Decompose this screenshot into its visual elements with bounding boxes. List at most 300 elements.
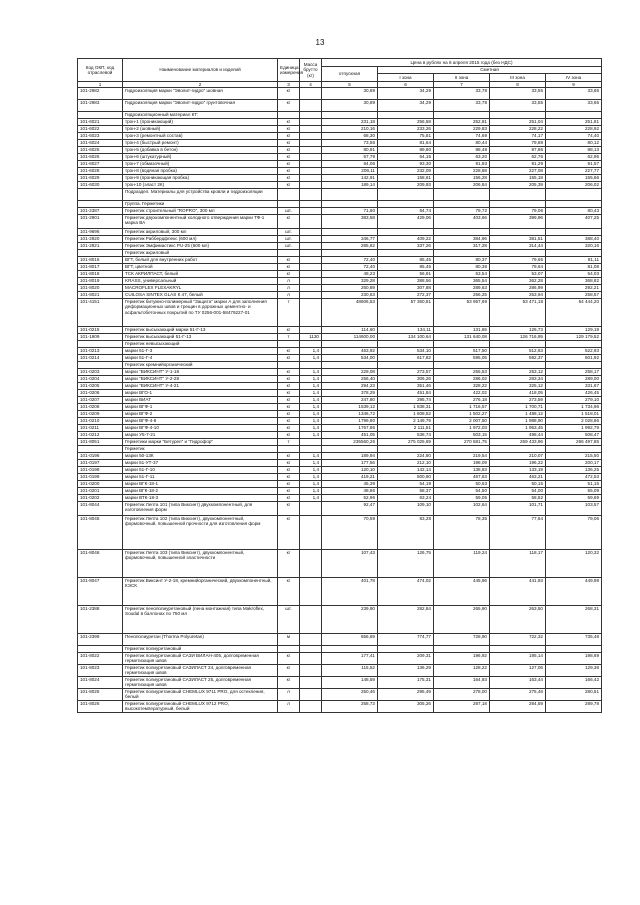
cell-price-zone-4: 522,93 (546, 348, 602, 355)
cell-price-zone-2: 33,78 (434, 88, 490, 100)
cell-name: марки У5-7-21 (123, 432, 278, 439)
cell-price-zone-1: 538,74 (378, 432, 434, 439)
cell-name: Герметик строительный "ROPRO", 300 мл (123, 208, 278, 215)
cell-price-zone-1 (378, 112, 434, 119)
cell-price-release: 419,21 (322, 474, 378, 481)
cell-price-zone-4: 368,82 (546, 278, 602, 285)
cell-price-zone-4: 129 179,52 (546, 334, 602, 341)
cell-name: Герметик Эмфимастикс PU-25 (600 мл) (123, 243, 278, 250)
cell-name: Герметик высыхающий марки 51-Г-13 (123, 327, 278, 334)
cell-price-release: 80,91 (322, 147, 378, 154)
table-row (78, 578, 602, 606)
cell-price-release: 247,80 (322, 397, 378, 404)
cell-price-zone-1: 275 025,69 (378, 439, 434, 446)
cell-price-zone-4: 227,77 (546, 168, 602, 175)
cell-price-zone-1: 2 149,79 (378, 418, 434, 425)
cell-price-zone-1: 63,24 (378, 495, 434, 502)
cell-code: 101-8022 (78, 653, 123, 665)
cell-price-zone-3: 163,44 (490, 677, 546, 689)
cell-price-zone-1: 57 360,81 (378, 299, 434, 327)
price-table (77, 58, 602, 713)
cell-price-zone-4: 1 992,79 (546, 425, 602, 432)
cell-unit: кг (278, 481, 300, 488)
cell-price-zone-1: 134,11 (378, 327, 434, 334)
cell-price-zone-4: 601,92 (546, 355, 602, 362)
cell-price-release: 107,43 (322, 550, 378, 578)
table-row (78, 397, 602, 404)
cell-price-release: 70,59 (322, 516, 378, 550)
cell-price-zone-2: 228,68 (434, 168, 490, 175)
cell-unit: кг (278, 140, 300, 147)
cell-price-zone-3: 253,12 (490, 369, 546, 376)
cell-unit: кг (278, 271, 300, 278)
cell-name: марки ВИАТ (123, 397, 278, 404)
cell-unit (278, 250, 300, 257)
cell-name: Герметик кремнийорганический (123, 362, 278, 369)
cell-price-zone-4: 289,00 (546, 376, 602, 383)
cell-price-zone-2: 198,09 (434, 460, 490, 467)
cell-unit (278, 446, 300, 453)
cell-unit: т (278, 439, 300, 446)
cell-price-release: 120,10 (322, 467, 378, 474)
cell-unit: кг (278, 390, 300, 397)
cell-code: 101-0196 (78, 453, 123, 460)
cell-price-zone-1: 295,74 (378, 397, 434, 404)
cell-price-release: 48,86 (322, 488, 378, 495)
cell-price-zone-3: 127,06 (490, 665, 546, 677)
cell-price-zone-3 (490, 201, 546, 208)
cell-unit: кг (278, 516, 300, 550)
cell-price-release: 72,40 (322, 264, 378, 271)
cell-price-release: 451,05 (322, 432, 378, 439)
cell-price-zone-2: 128,22 (434, 665, 490, 677)
cell-mass (300, 154, 322, 161)
cell-mass (300, 446, 322, 453)
cell-price-release: 72,40 (322, 257, 378, 264)
cell-price-release: 463,92 (322, 348, 378, 355)
cell-price-zone-2: 78,35 (434, 516, 490, 550)
table-row (78, 689, 602, 701)
cell-mass (300, 243, 322, 250)
cell-price-zone-1: 409,22 (378, 236, 434, 243)
cell-unit: кг (278, 411, 300, 418)
cell-mass (300, 550, 322, 578)
cell-name: трон-8 (водяная пробка) (123, 168, 278, 175)
cell-mass (300, 606, 322, 634)
cell-price-release: 115,52 (322, 665, 378, 677)
cell-price-zone-1: 534,10 (378, 348, 434, 355)
cell-price-zone-4: 1 518,01 (546, 411, 602, 418)
cell-unit: кг (278, 175, 300, 182)
cell-price-release: 383,58 (322, 215, 378, 229)
cell-price-zone-2: 278,00 (434, 689, 490, 701)
cell-code: 101-6022 (78, 126, 123, 133)
cell-code: 101-8045 (78, 516, 123, 550)
cell-code: 101-6029 (78, 175, 123, 182)
cell-price-zone-3 (490, 341, 546, 348)
cell-unit: кг (278, 653, 300, 665)
cell-price-release: 210,16 (322, 126, 378, 133)
cell-price-zone-4: 103,57 (546, 502, 602, 516)
cell-price-zone-3: 286,99 (490, 285, 546, 292)
cell-price-zone-3: 196,22 (490, 460, 546, 467)
cell-code: 101-0201 (78, 488, 123, 495)
cell-price-zone-4: 388,40 (546, 236, 602, 243)
cell-price-zone-2 (434, 112, 490, 119)
cell-name: Гидроизоляция марки "Эволит-гидро" шовная (123, 88, 278, 100)
cell-code: 101-6024 (78, 140, 123, 147)
cell-code: 101-2399 (78, 634, 123, 646)
cell-price-release: 114600,00 (322, 334, 378, 341)
cell-name: Герметик полиуретановый CHEMLUX 9711 PRO, для остекления, белый (123, 689, 278, 701)
cell-price-release: 1799,80 (322, 418, 378, 425)
cell-price-zone-2: 503,15 (434, 432, 490, 439)
cell-mass (300, 439, 322, 446)
cell-price-zone-1: 85,45 (378, 264, 434, 271)
cell-code (78, 646, 123, 653)
cell-price-zone-2: 1 972,03 (434, 425, 490, 432)
cell-price-zone-2: 256,25 (434, 292, 490, 299)
cell-price-zone-3: 133,19 (490, 467, 546, 474)
cell-unit: кг (278, 425, 300, 432)
cell-price-zone-2: 91,93 (434, 161, 490, 168)
cell-mass (300, 175, 322, 182)
cell-price-zone-3: 155,18 (490, 175, 546, 182)
cell-code: 101-0215 (78, 327, 123, 334)
cell-price-release: 45,39 (322, 481, 378, 488)
cell-mass (300, 147, 322, 154)
cell-mass (300, 168, 322, 175)
cell-code (78, 201, 123, 208)
cell-name: MACROFLEX FLEXAKRYL (123, 285, 278, 292)
cell-unit: кг (278, 182, 300, 189)
header-name: Наименование материалов и изделий (123, 59, 278, 82)
cell-name: Герметик Лепта 103 (типа Виксинт), двухкомпонентный, формовочный, повышенной эластичности (123, 550, 278, 578)
cell-price-zone-3: 362,28 (490, 278, 546, 285)
cell-price-zone-1: 209,31 (378, 653, 434, 665)
cell-mass: 1,4 (300, 495, 322, 502)
cell-price-zone-3: 1 953,45 (490, 425, 546, 432)
cell-mass (300, 189, 322, 201)
cell-price-zone-2: 1 502,27 (434, 411, 490, 418)
cell-code: 101-0202 (78, 495, 123, 502)
cell-price-zone-4: 206,02 (546, 182, 602, 189)
cell-code: 101-0214 (78, 355, 123, 362)
table-row (78, 154, 602, 161)
cell-price-release (322, 362, 378, 369)
table-row (78, 701, 602, 713)
cell-price-release: 84,06 (322, 161, 378, 168)
cell-price-zone-4: 251,81 (546, 119, 602, 126)
table-row (78, 327, 602, 334)
table-row (78, 516, 602, 550)
cell-unit: кг (278, 161, 300, 168)
cell-name: трон-7 (обмазочный) (123, 161, 278, 168)
cell-name: марки 51-Г-11 (123, 474, 278, 481)
cell-mass (300, 236, 322, 243)
table-row (78, 112, 602, 119)
table-row (78, 201, 602, 208)
cell-code: 101-0207 (78, 397, 123, 404)
cell-price-zone-3: 314,44 (490, 243, 546, 250)
cell-price-zone-1: 54,19 (378, 481, 434, 488)
cell-price-zone-3: 228,22 (490, 126, 546, 133)
cell-price-zone-1: 1 608,52 (378, 411, 434, 418)
cell-unit: кг (278, 404, 300, 411)
cell-price-zone-4 (546, 112, 602, 119)
cell-name: Гидроизоляционный материал КТ: (123, 112, 278, 119)
cell-mass: 1,4 (300, 453, 322, 460)
cell-name: Герметик Виксинт У-2-18, кремнийорганический, двухкомпонентный, КЭСК (123, 578, 278, 606)
cell-mass (300, 701, 322, 713)
table-row (78, 119, 602, 126)
cell-price-zone-1: 56,91 (378, 271, 434, 278)
cell-price-zone-3: 33,55 (490, 100, 546, 112)
cell-price-release: 92,47 (322, 502, 378, 516)
cell-price-zone-2: 595,05 (434, 355, 490, 362)
cell-price-zone-4: 1 734,96 (546, 404, 602, 411)
cell-unit: кг (278, 502, 300, 516)
table-row (78, 257, 602, 264)
cell-price-release: 285,62 (322, 243, 378, 250)
cell-price-zone-2: 286,02 (434, 376, 490, 383)
cell-price-zone-3 (490, 229, 546, 236)
table-row (78, 126, 602, 133)
cell-price-zone-4: 279,10 (546, 397, 602, 404)
cell-name: трон-9 (проникающая пробка) (123, 175, 278, 182)
cell-price-zone-4: 508,47 (546, 432, 602, 439)
cell-price-zone-3: 79,88 (490, 140, 546, 147)
cell-unit: кг (278, 119, 300, 126)
table-row (78, 634, 602, 646)
cell-mass: 1,4 (300, 432, 322, 439)
cell-price-zone-3 (490, 362, 546, 369)
cell-mass (300, 278, 322, 285)
table-row (78, 133, 602, 140)
cell-mass (300, 634, 322, 646)
cell-mass (300, 257, 322, 264)
table-row (78, 147, 602, 154)
cell-price-release: 250,46 (322, 689, 378, 701)
table-row (78, 432, 602, 439)
col-number: 2 (123, 82, 278, 88)
cell-code: 101-0211 (78, 425, 123, 432)
cell-price-zone-1: 232,09 (378, 168, 434, 175)
cell-name: Герметик полиуретановый CHEMLUX 9712 PRO, высокотемпературный, белый (123, 701, 278, 713)
cell-code (78, 341, 123, 348)
cell-name: марки "ВИКСИНТ" У-4-21 (123, 383, 278, 390)
header-zone-4: IV зона (546, 74, 602, 82)
cell-unit: м (278, 634, 300, 646)
cell-name: Пенополиуретан (Thorma Polyuretan) (123, 634, 278, 646)
table-row (78, 390, 602, 397)
cell-code: 101-2920 (78, 236, 123, 243)
cell-price-zone-4: 129,38 (546, 665, 602, 677)
cell-code (78, 362, 123, 369)
cell-unit: кг (278, 348, 300, 355)
cell-price-zone-4: 33,65 (546, 88, 602, 100)
cell-price-zone-2: 80,38 (434, 264, 490, 271)
cell-price-zone-3: 79,65 (490, 257, 546, 264)
col-number: 9 (546, 82, 602, 88)
cell-name: марки ВГК-18-1 (123, 481, 278, 488)
col-number: 5 (322, 82, 378, 88)
cell-price-zone-1: 142,14 (378, 467, 434, 474)
cell-code: 101-8047 (78, 578, 123, 606)
cell-code: 101-8019 (78, 278, 123, 285)
cell-price-zone-2: 88,48 (434, 147, 490, 154)
cell-price-release: 239,90 (322, 606, 378, 634)
cell-price-zone-4: 228,92 (546, 126, 602, 133)
cell-mass (300, 362, 322, 369)
cell-price-zone-4: 426,45 (546, 390, 602, 397)
cell-mass: 1,4 (300, 383, 322, 390)
cell-price-zone-3: 1 488,12 (490, 411, 546, 418)
cell-name: Герметик двухкомпонентный холодного отверждения марки ТФ-1 марка ВА (123, 215, 278, 229)
cell-price-release: 1767,86 (322, 425, 378, 432)
cell-name: трон-4 (быстрый ремонт) (123, 140, 278, 147)
cell-price-zone-4: 735,48 (546, 634, 602, 646)
cell-price-release (322, 446, 378, 453)
cell-price-zone-2 (434, 362, 490, 369)
cell-price-zone-1: 617,82 (378, 355, 434, 362)
cell-price-zone-3 (490, 189, 546, 201)
cell-price-zone-2: 53,54 (434, 271, 490, 278)
cell-price-release: 294,23 (322, 383, 378, 390)
cell-unit: кг (278, 147, 300, 154)
cell-price-zone-4 (546, 646, 602, 653)
cell-price-zone-3 (490, 446, 546, 453)
cell-unit: кг (278, 376, 300, 383)
cell-price-zone-1: 306,26 (378, 376, 434, 383)
cell-price-release (322, 646, 378, 653)
cell-price-zone-4 (546, 229, 602, 236)
cell-price-zone-4: 289,78 (546, 701, 602, 713)
cell-price-zone-2: 206,84 (434, 182, 490, 189)
cell-price-zone-2: 54,50 (434, 488, 490, 495)
cell-unit: кг (278, 215, 300, 229)
table-row (78, 278, 602, 285)
cell-price-zone-2: 270 581,75 (434, 439, 490, 446)
cell-price-zone-1: 158,61 (378, 175, 434, 182)
cell-mass: 1,4 (300, 474, 322, 481)
cell-price-release: 177,41 (322, 653, 378, 665)
cell-price-release (322, 229, 378, 236)
cell-unit: кг (278, 264, 300, 271)
cell-price-zone-4: 91,57 (546, 161, 602, 168)
cell-name: трон-5 (добавка в бетон) (123, 147, 278, 154)
cell-price-zone-2 (434, 201, 490, 208)
cell-price-zone-4 (546, 341, 602, 348)
cell-unit: кг (278, 677, 300, 689)
cell-unit: кг (278, 495, 300, 502)
cell-price-zone-2: 517,50 (434, 348, 490, 355)
cell-price-zone-2: 219,54 (434, 453, 490, 460)
cell-price-zone-1: 429,06 (378, 215, 434, 229)
cell-price-zone-4: 155,66 (546, 175, 602, 182)
cell-mass: 1,4 (300, 376, 322, 383)
cell-price-zone-2: 102,64 (434, 502, 490, 516)
cell-price-zone-1 (378, 362, 434, 369)
cell-price-zone-2: 255,53 (434, 369, 490, 376)
cell-code: 101-9696 (78, 229, 123, 236)
cell-code: 101-8020 (78, 285, 123, 292)
table-row (78, 495, 602, 502)
table-row (78, 348, 602, 355)
cell-price-release: 114,60 (322, 327, 378, 334)
table-row (78, 161, 602, 168)
cell-price-zone-3: 53,07 (490, 271, 546, 278)
col-number: 1 (78, 82, 123, 88)
cell-price-zone-4: 258,57 (546, 292, 602, 299)
cell-price-zone-2: 317,28 (434, 243, 490, 250)
table-row (78, 418, 602, 425)
cell-name: Герметик полиуретановый САЗИ ВИЛАН-405, долговременная герметизация швов (123, 653, 278, 665)
cell-price-zone-1: 233,26 (378, 126, 434, 133)
cell-code (78, 189, 123, 201)
cell-price-release (322, 341, 378, 348)
cell-price-zone-4: 292,21 (546, 285, 602, 292)
cell-mass (300, 264, 322, 271)
cell-price-zone-1: 451,84 (378, 390, 434, 397)
cell-price-release: 68,30 (322, 133, 378, 140)
cell-price-release: 142,91 (322, 175, 378, 182)
table-row (78, 243, 602, 250)
cell-price-zone-3: 251,04 (490, 119, 546, 126)
cell-price-zone-2: 156,28 (434, 175, 490, 182)
cell-price-release: 57,79 (322, 154, 378, 161)
cell-price-release: 378,29 (322, 390, 378, 397)
cell-price-zone-3: 53 471,18 (490, 299, 546, 327)
cell-code: 101-0213 (78, 348, 123, 355)
cell-unit (278, 112, 300, 119)
cell-price-zone-4 (546, 362, 602, 369)
cell-price-zone-3: 87,86 (490, 147, 546, 154)
cell-mass (300, 229, 322, 236)
cell-unit (278, 189, 300, 201)
cell-price-release: 30,89 (322, 88, 378, 100)
cell-code: 101-0200 (78, 481, 123, 488)
cell-name: марки "ВИКСИНТ" У-1-18 (123, 369, 278, 376)
cell-price-release: 260,89 (322, 285, 378, 292)
cell-price-zone-4: 268,31 (546, 606, 602, 634)
cell-name: марки ВГФ-4-8 (123, 418, 278, 425)
table-row (78, 140, 602, 147)
cell-price-zone-4 (546, 446, 602, 453)
cell-price-zone-1: 272,37 (378, 292, 434, 299)
cell-price-zone-2 (434, 250, 490, 257)
cell-price-zone-4: 80,12 (546, 140, 602, 147)
cell-code: 101-2921 (78, 243, 123, 250)
cell-price-zone-1: 85,45 (378, 257, 434, 264)
cell-price-zone-3 (490, 646, 546, 653)
table-row (78, 341, 602, 348)
cell-code (78, 446, 123, 453)
table-row (78, 285, 602, 292)
cell-price-zone-4: 54,03 (546, 271, 602, 278)
cell-unit: кг (278, 550, 300, 578)
cell-price-zone-1 (378, 189, 434, 201)
table-row (78, 100, 602, 112)
cell-unit: л (278, 285, 300, 292)
cell-price-zone-4: 54 444,20 (546, 299, 602, 327)
cell-unit: шт. (278, 606, 300, 634)
cell-code: 101-0209 (78, 411, 123, 418)
cell-unit: кг (278, 467, 300, 474)
cell-price-zone-3: 210,07 (490, 453, 546, 460)
table-row (78, 355, 602, 362)
cell-code: 101-6023 (78, 133, 123, 140)
